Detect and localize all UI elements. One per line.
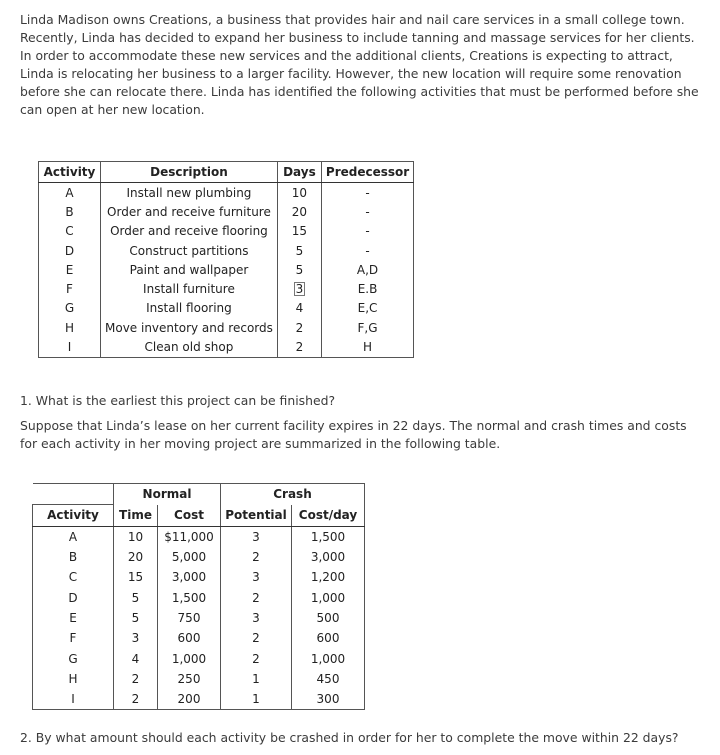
activities-table-header <box>39 162 414 183</box>
cell-potential: 3 <box>221 608 292 628</box>
cell-activity: C <box>39 222 101 241</box>
cell-activity: I <box>39 337 101 357</box>
cell-description: Construct partitions <box>101 241 278 260</box>
cell-predecessor: - <box>321 202 413 221</box>
cell-description: Install flooring <box>101 299 278 318</box>
cell-cost-per-day: 1,000 <box>292 648 365 668</box>
cell-time: 2 <box>114 689 158 710</box>
crash-table-header <box>33 505 365 526</box>
cell-activity: G <box>39 299 101 318</box>
cell-description: Install furniture <box>101 279 278 298</box>
cell-activity: H <box>33 669 114 689</box>
cell-activity: H <box>39 318 101 337</box>
cell-description: Order and receive furniture <box>101 202 278 221</box>
cell-activity: F <box>39 279 101 298</box>
table-row <box>33 547 365 567</box>
cell-time: 15 <box>114 567 158 587</box>
cell-predecessor: F,G <box>321 318 413 337</box>
header-cost-per-day: Cost/day <box>292 505 365 526</box>
table-row <box>39 260 414 279</box>
cell-cost-per-day: 500 <box>292 608 365 628</box>
cell-activity: D <box>39 241 101 260</box>
cell-description: Move inventory and records <box>101 318 278 337</box>
table-row <box>39 222 414 241</box>
activities-table <box>38 161 414 358</box>
header-predecessor: Predecessor <box>321 162 413 183</box>
cell-cost: 3,000 <box>158 567 221 587</box>
cell-predecessor: - <box>321 241 413 260</box>
header-blank <box>33 484 114 505</box>
question-1: 1. What is the earliest this project can be finished? <box>20 393 336 408</box>
cell-cost-per-day: 450 <box>292 669 365 689</box>
cell-days: 15 <box>277 222 321 241</box>
cell-potential: 1 <box>221 689 292 710</box>
cell-cost: 5,000 <box>158 547 221 567</box>
cell-time: 5 <box>114 587 158 607</box>
cell-potential: 2 <box>221 587 292 607</box>
cell-activity: B <box>39 202 101 221</box>
cell-time: 20 <box>114 547 158 567</box>
header-potential: Potential <box>221 505 292 526</box>
header-crash: Crash <box>221 484 365 505</box>
table-row <box>33 648 365 668</box>
cell-cost-per-day: 1,000 <box>292 587 365 607</box>
cell-days: 5 <box>277 241 321 260</box>
cell-potential: 3 <box>221 526 292 547</box>
header-activity: Activity <box>39 162 101 183</box>
cell-time: 3 <box>114 628 158 648</box>
cell-activity: F <box>33 628 114 648</box>
table-row <box>39 318 414 337</box>
cell-description: Order and receive flooring <box>101 222 278 241</box>
cell-activity: G <box>33 648 114 668</box>
cell-potential: 2 <box>221 628 292 648</box>
cell-predecessor: E.B <box>321 279 413 298</box>
table-row <box>33 608 365 628</box>
cell-time: 2 <box>114 669 158 689</box>
crash-table-group-header <box>33 484 365 505</box>
cell-cost-per-day: 300 <box>292 689 365 710</box>
table-row <box>33 689 365 710</box>
cell-potential: 3 <box>221 567 292 587</box>
cell-potential: 2 <box>221 648 292 668</box>
cell-predecessor: H <box>321 337 413 357</box>
cell-activity: E <box>39 260 101 279</box>
cell-days: 4 <box>277 299 321 318</box>
cell-description: Install new plumbing <box>101 183 278 203</box>
cell-cost-per-day: 1,500 <box>292 526 365 547</box>
cell-time: 4 <box>114 648 158 668</box>
cell-predecessor: E,C <box>321 299 413 318</box>
cell-activity: E <box>33 608 114 628</box>
cell-potential: 1 <box>221 669 292 689</box>
cell-activity: A <box>33 526 114 547</box>
table-row <box>33 526 365 547</box>
cell-description: Clean old shop <box>101 337 278 357</box>
header-cost: Cost <box>158 505 221 526</box>
cell-potential: 2 <box>221 547 292 567</box>
cell-days: 2 <box>277 337 321 357</box>
cell-activity: A <box>39 183 101 203</box>
cell-cost: 1,500 <box>158 587 221 607</box>
table-row <box>33 669 365 689</box>
cell-days: 2 <box>277 318 321 337</box>
cell-cost: 750 <box>158 608 221 628</box>
cell-predecessor: - <box>321 183 413 203</box>
cell-activity: D <box>33 587 114 607</box>
cell-cost-per-day: 600 <box>292 628 365 648</box>
cell-cost: 600 <box>158 628 221 648</box>
table-row <box>39 202 414 221</box>
cell-cost: 1,000 <box>158 648 221 668</box>
cell-cost: $11,000 <box>158 526 221 547</box>
table-row <box>39 183 414 203</box>
cell-days: 20 <box>277 202 321 221</box>
table-row <box>39 299 414 318</box>
cell-days: 5 <box>277 260 321 279</box>
header-activity: Activity <box>33 505 114 526</box>
cell-cost-per-day: 3,000 <box>292 547 365 567</box>
cell-predecessor: - <box>321 222 413 241</box>
cell-cost-per-day: 1,200 <box>292 567 365 587</box>
question-2: 2. By what amount should each activity be crashed in order for her to complete the move within 22 days? <box>20 730 679 745</box>
cell-cost: 250 <box>158 669 221 689</box>
table-row <box>39 337 414 357</box>
crash-table <box>32 483 365 710</box>
cell-activity: C <box>33 567 114 587</box>
table-row <box>39 279 414 298</box>
header-normal: Normal <box>114 484 221 505</box>
cell-days: 10 <box>277 183 321 203</box>
header-description: Description <box>101 162 278 183</box>
cell-activity: I <box>33 689 114 710</box>
cell-time: 5 <box>114 608 158 628</box>
cell-days <box>277 279 321 298</box>
cell-description: Paint and wallpaper <box>101 260 278 279</box>
highlighted-value: 3 <box>295 282 304 297</box>
table-row <box>33 587 365 607</box>
intro-paragraph: Linda Madison owns Creations, a business that provides hair and nail care services in a small college town. Recently, Linda has decided to expand her business to include tanning and massage services for her clients. In order to accommodate these new services and the additional clients, Creations is expecting to attract, Linda is relocating her business to a larger facility. However, the new location will require some renovation before she can relocate there. Linda has identified the following activities that must be performed before she can open at her new location. <box>20 12 699 117</box>
cell-cost: 200 <box>158 689 221 710</box>
cell-time: 10 <box>114 526 158 547</box>
table-row <box>39 241 414 260</box>
table-row <box>33 628 365 648</box>
suppose-paragraph: Suppose that Linda’s lease on her current facility expires in 22 days. The normal and crash times and costs for each activity in her moving project are summarized in the following table. <box>20 418 687 451</box>
cell-predecessor: A,D <box>321 260 413 279</box>
table-row <box>33 567 365 587</box>
header-days: Days <box>277 162 321 183</box>
cell-activity: B <box>33 547 114 567</box>
header-time: Time <box>114 505 158 526</box>
